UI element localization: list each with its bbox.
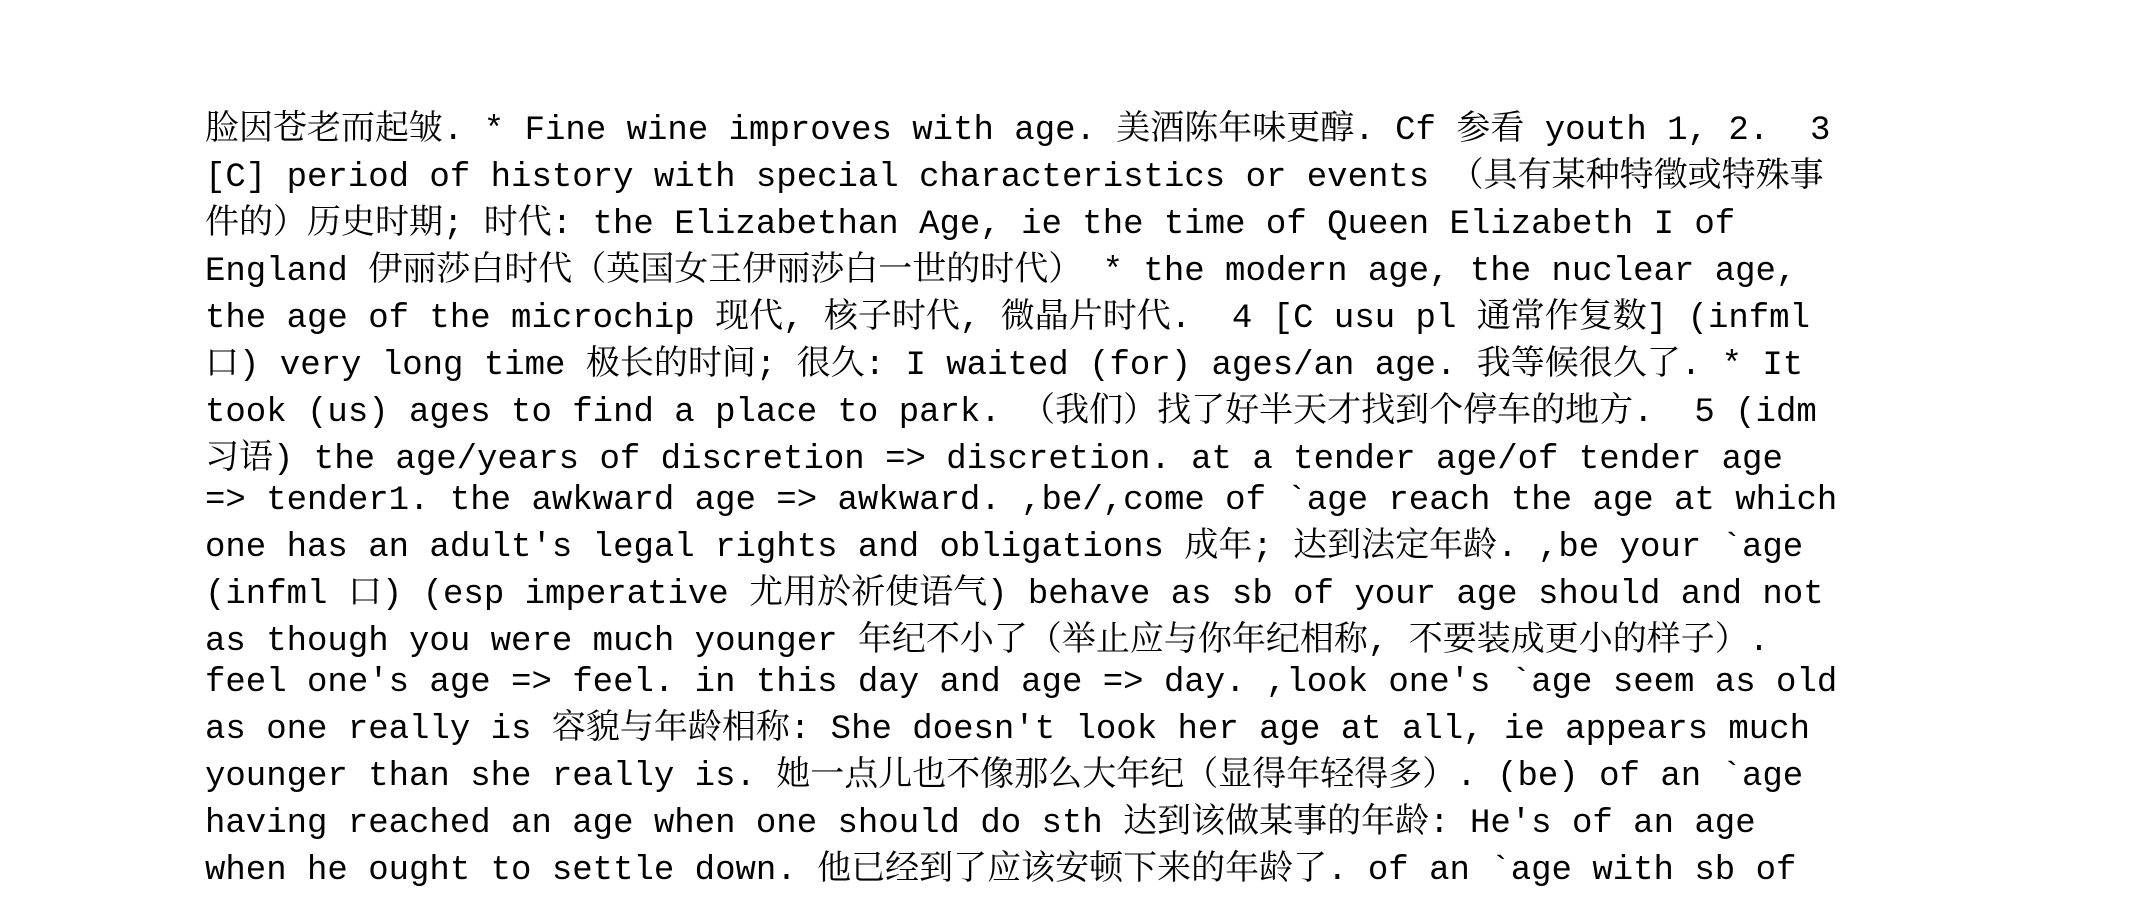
text-line: as though you were much younger 年纪不小了（举止应与你年纪相称, 不要装成更小的样子）. — [205, 623, 1770, 661]
text-line: younger than she really is. 她一点儿也不像那么大年纪（显得年轻得多）. (be) of an `age — [205, 758, 1804, 796]
text-line: when he ought to settle down. 他已经到了应该安顿下来的年龄了. of an `age with sb of — [205, 852, 1797, 890]
text-line: 件的）历史时期; 时代: the Elizabethan Age, ie the time of Queen Elizabeth I of — [205, 206, 1736, 244]
text-line: as one really is 容貌与年龄相称: She doesn't look her age at all, ie appears much — [205, 711, 1811, 749]
text-line: having reached an age when one should do sth 达到该做某事的年龄: He's of an age — [205, 805, 1756, 843]
text-line: the age of the microchip 现代, 核子时代, 微晶片时代. 4 [C usu pl 通常作复数] (infml — [205, 300, 1810, 338]
text-line: [C] period of history with special characteristics or events （具有某种特徵或特殊事 — [205, 159, 1824, 197]
text-line: 口) very long time 极长的时间; 很久: I waited (for) ages/an age. 我等候很久了. * It — [205, 347, 1804, 385]
text-line: England 伊丽莎白时代（英国女王伊丽莎白一世的时代） * the modern age, the nuclear age, — [205, 253, 1797, 291]
text-line: feel one's age => feel. in this day and age => day. ,look one's `age seem as old — [205, 664, 1838, 702]
text-line: 习语) the age/years of discretion => discretion. at a tender age/of tender age — [205, 441, 1783, 479]
text-line: 脸因苍老而起皱. * Fine wine improves with age. 美酒陈年味更醇. Cf 参看 youth 1, 2. 3 — [205, 112, 1831, 150]
text-line: => tender1. the awkward age => awkward. ,be/,come of `age reach the age at which — [205, 482, 1838, 520]
text-line: took (us) ages to find a place to park. （我们）找了好半天才找到个停车的地方. 5 (idm — [205, 394, 1817, 432]
text-line: one has an adult's legal rights and obligations 成年; 达到法定年龄. ,be your `age — [205, 529, 1804, 567]
dictionary-entry-text — [205, 108, 2135, 895]
text-line: (infml 口) (esp imperative 尤用於祈使语气) behave as sb of your age should and not — [205, 576, 1824, 614]
